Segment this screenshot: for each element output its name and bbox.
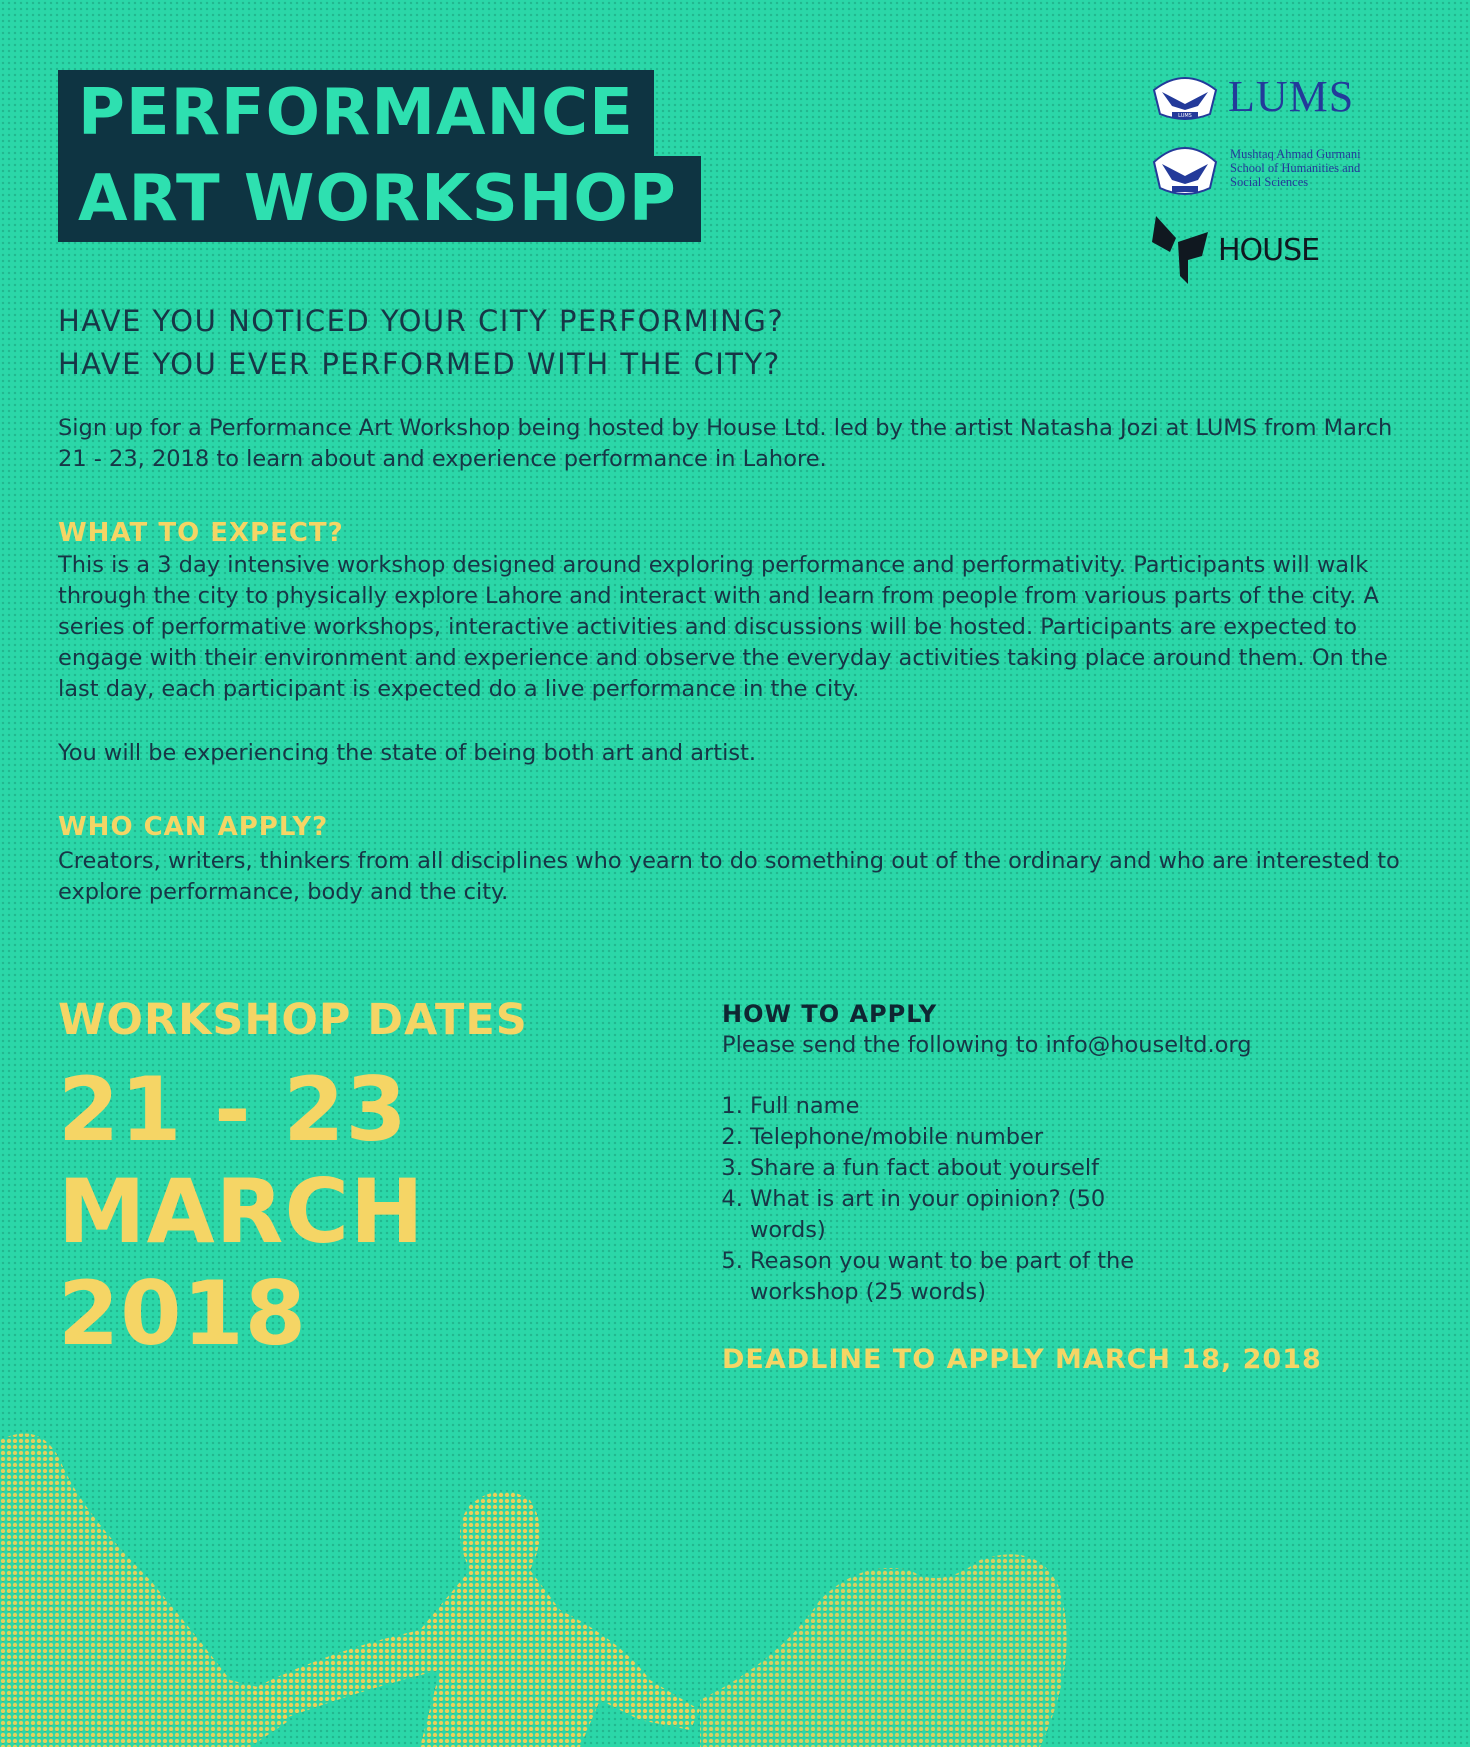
gurmani-logo [1150,138,1450,198]
date-month: MARCH [58,1160,425,1263]
intro-paragraph: Sign up for a Performance Art Workshop being hosted by House Ltd. led by the artist Natasha Jozi at LUMS from March 21 - 23, 2018 to learn about and experience performance in Lahore. [58,415,1393,472]
house-logo [1150,212,1450,288]
title-block [58,70,701,242]
question-1: HAVE YOU NOTICED YOUR CITY PERFORMING? [58,304,785,338]
apply-instruction: Please send the following to info@houseltd.org [722,1032,1252,1058]
performers-illustration [0,1420,1470,1747]
list-item: 2. Telephone/mobile number [750,1122,1170,1153]
sponsor-logos [1150,70,1450,288]
apply-heading: HOW TO APPLY [722,1000,938,1028]
expect-note: You will be experiencing the state of being both art and artist. [58,740,757,766]
house-mark-icon [1150,212,1214,288]
expect-paragraph: This is a 3 day intensive workshop designed around exploring performance and performativity. Participants will walk through the city to physically explore Lahore and interact with and learn from people from various parts of the city. A series of performative workshops, interactive activities and discussions will be hosted. Participants are expected to engage with their environment and experience and observe the everyday activities taking place around them. On the last day, each participant is expected do a live performance in the city. [58,552,1388,702]
title-line-2: ART WORKSHOP [58,156,701,242]
expect-heading: WHAT TO EXPECT? [58,518,344,548]
title-line-1: PERFORMANCE [58,70,654,156]
gurmani-name [1230,147,1361,189]
question-2: HAVE YOU EVER PERFORMED WITH THE CITY? [58,347,781,381]
lums-wordmark: LUMS [1228,71,1355,121]
date-range: 21 - 23 [58,1058,408,1161]
gurmani-line-3: Social Sciences [1230,175,1309,189]
gurmani-crest-icon [1150,138,1220,198]
who-paragraph: Creators, writers, thinkers from all disciplines who yearn to do something out of the ordinary and who are interested to explore performance, body and the city. [58,848,1400,905]
apply-list [722,1091,1170,1308]
who-heading: WHO CAN APPLY? [58,812,329,842]
date-year: 2018 [58,1262,307,1365]
list-item: 1. Full name [750,1091,1170,1122]
question-lines [58,300,784,386]
lums-crest-label: LUMS [1178,113,1192,119]
how-to-apply [722,998,1422,1375]
list-item: 4. What is art in your opinion? (50 words) [750,1184,1170,1246]
list-item: 5. Reason you want to be part of the workshop (25 words) [750,1246,1170,1308]
list-item: 3. Share a fun fact about yourself [750,1153,1170,1184]
deadline: DEADLINE TO APPLY MARCH 18, 2018 [722,1344,1322,1375]
gurmani-line-1: Mushtaq Ahmad Gurmani [1230,147,1361,161]
gurmani-line-2: School of Humanities and [1230,161,1361,175]
lums-logo [1150,70,1450,122]
house-wordmark: HOUSE [1218,232,1320,268]
dates-heading: WORKSHOP DATES [58,995,528,1045]
lums-crest-icon [1150,70,1220,122]
